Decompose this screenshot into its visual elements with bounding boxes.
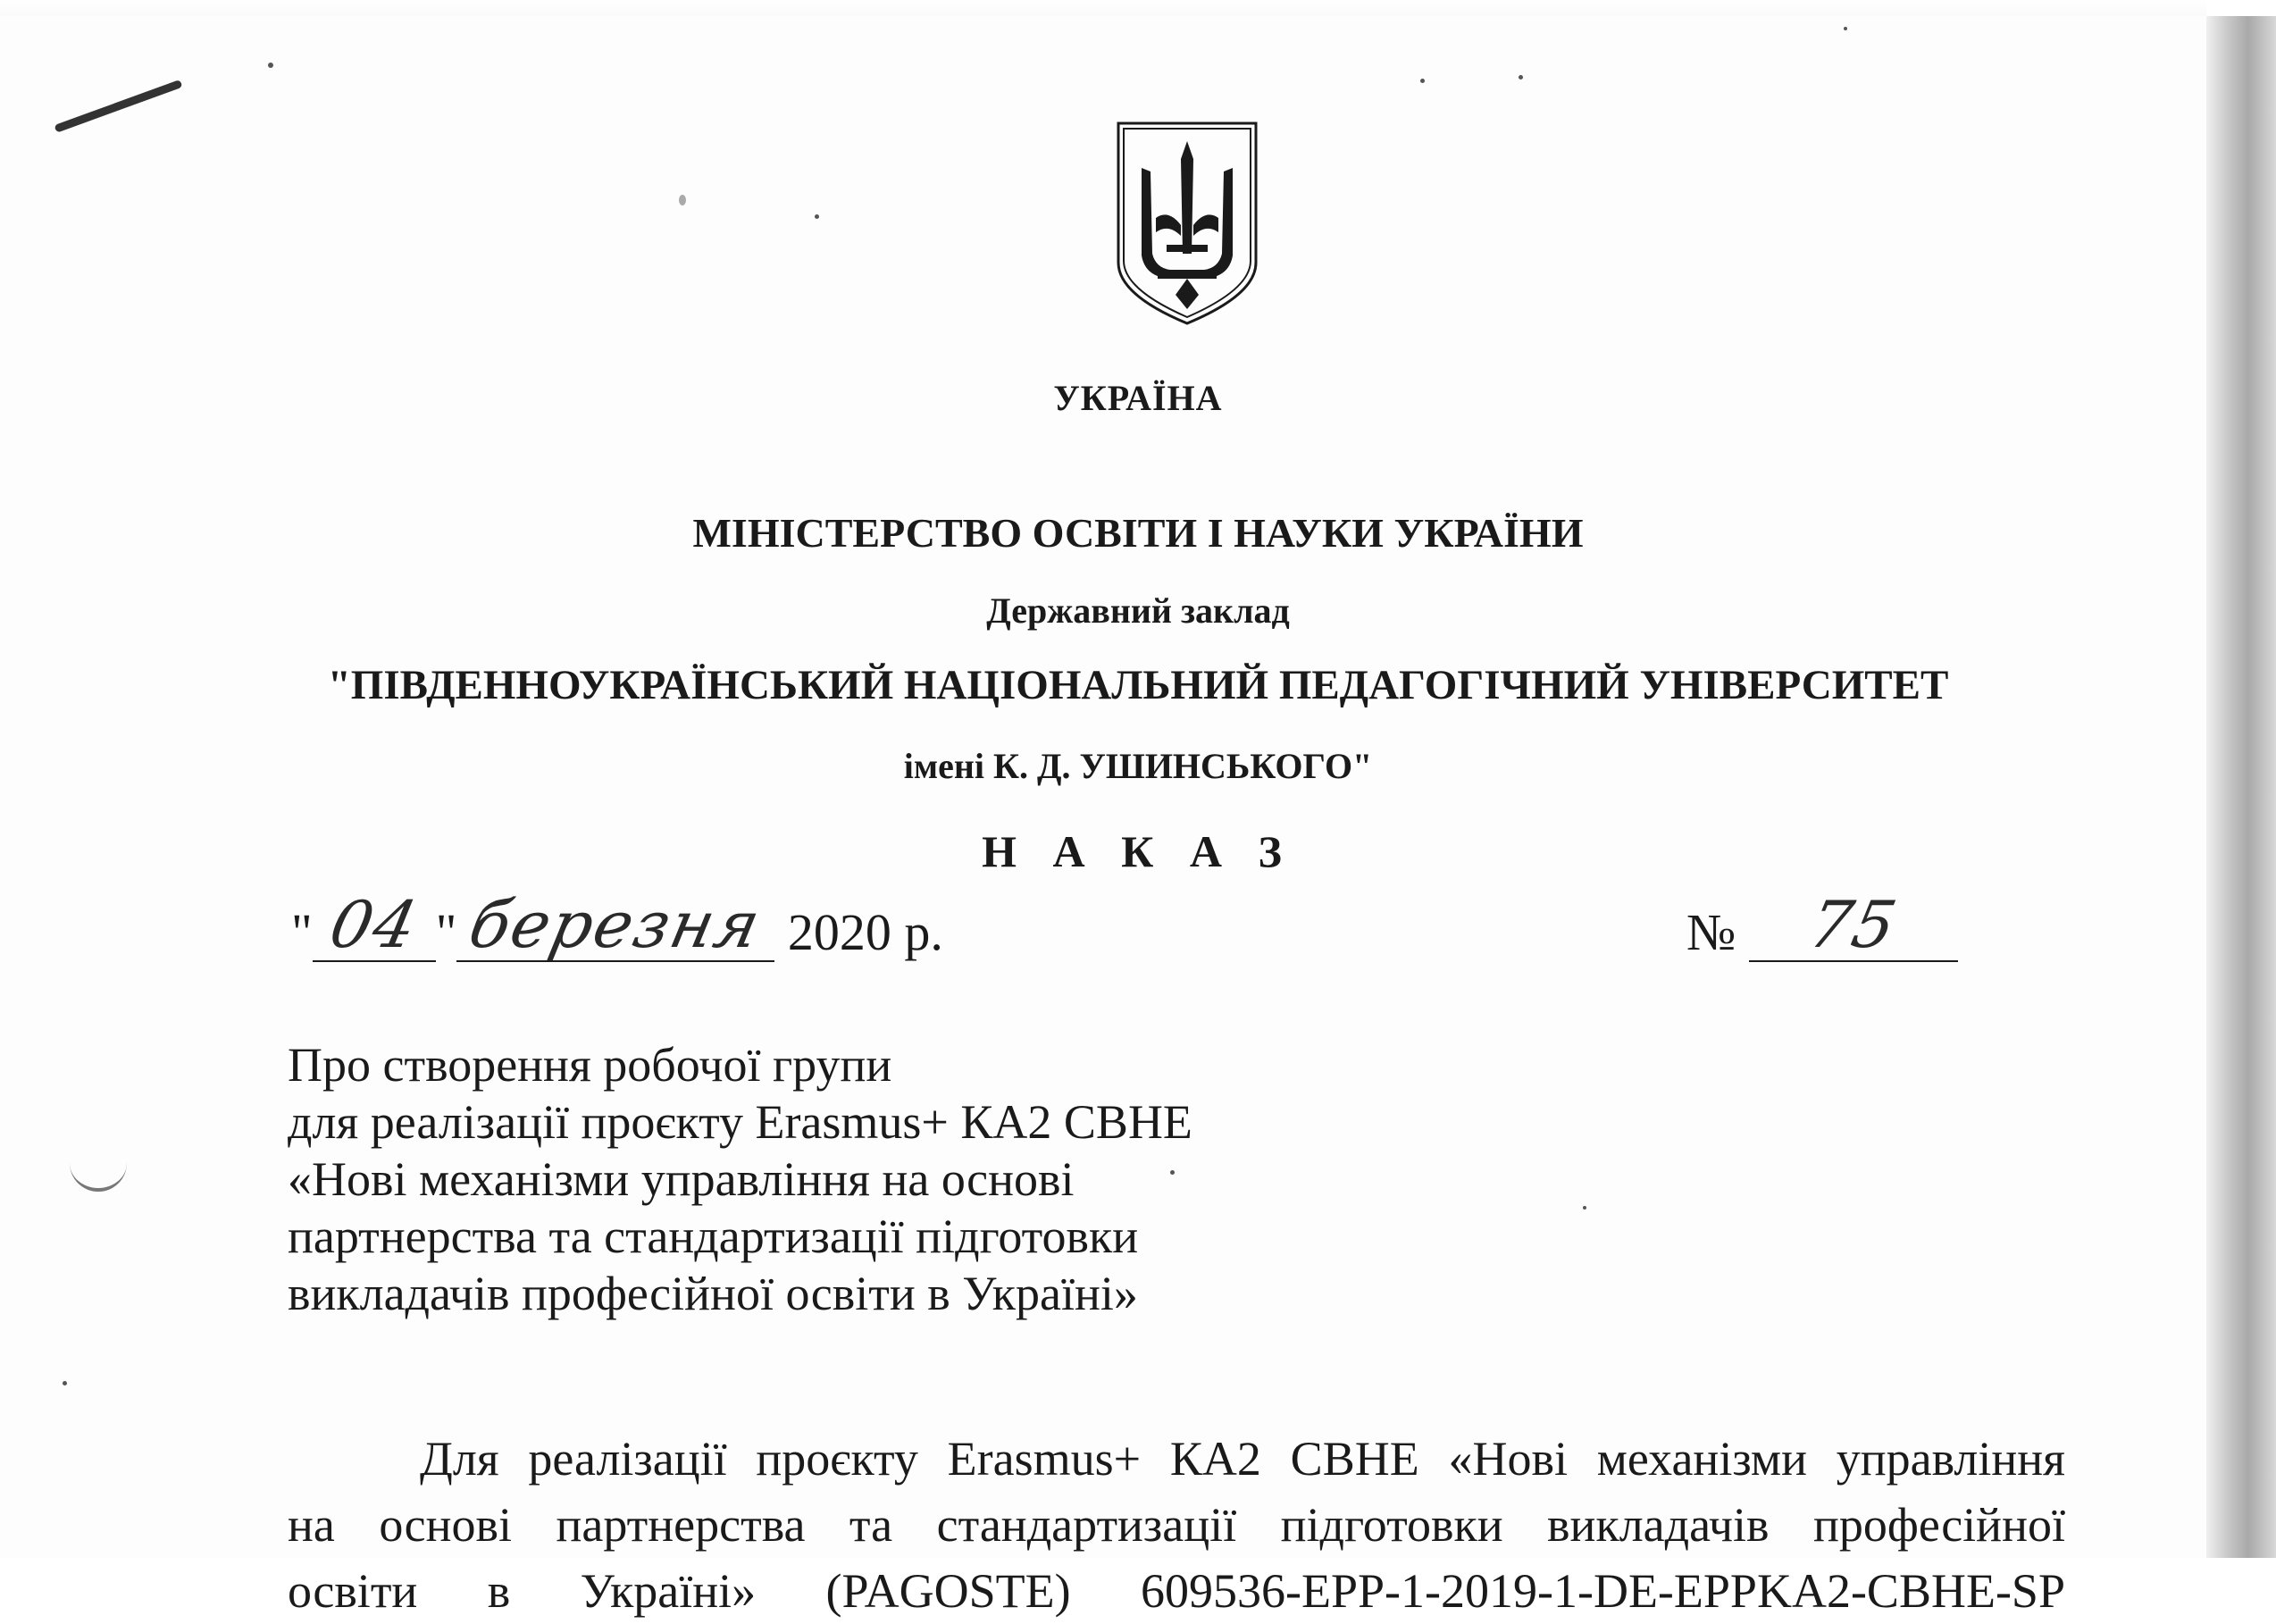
punch-hole-mark xyxy=(70,1152,127,1192)
scan-speck xyxy=(1583,1206,1586,1210)
scan-speck xyxy=(268,63,273,68)
university-name: імені К. Д. УШИНСЬКОГО" xyxy=(903,746,1373,786)
scan-speck xyxy=(679,195,686,205)
scan-speck xyxy=(815,214,819,219)
date-year: 2020 р. xyxy=(787,903,943,961)
subject-line: Про створення робочої групи xyxy=(288,1038,892,1092)
scan-speck xyxy=(1844,27,1847,30)
date-open-quote: " xyxy=(291,903,313,961)
body-line: Для реалізації проєкту Erasmus+ КА2 CBHE «Нові механізми управління xyxy=(420,1432,2065,1486)
trident-coat-of-arms-icon xyxy=(1115,120,1259,327)
body-line: на основі партнерства та стандартизації підготовки викладачів професійної xyxy=(288,1498,2065,1552)
scanner-shadow-edge xyxy=(2206,16,2276,1558)
ministry-heading: МІНІСТЕРСТВО ОСВІТИ І НАУКИ УКРАЇНИ xyxy=(692,510,1584,556)
order-number xyxy=(1686,887,1958,962)
order-number-label: № xyxy=(1686,903,1736,961)
country-heading: УКРАЇНА xyxy=(1053,378,1223,418)
date-month-handwritten: березня xyxy=(463,887,769,962)
date-month-blank xyxy=(456,887,774,962)
date-day-handwritten: 04 xyxy=(322,887,425,962)
subject-line: для реалізації проєкту Erasmus+ КА2 CBHE xyxy=(288,1095,1192,1149)
scan-speck xyxy=(1420,79,1425,83)
pen-mark xyxy=(54,80,182,133)
institution-type: Державний заклад xyxy=(986,590,1290,631)
scan-top-edge xyxy=(0,0,2206,16)
order-subject xyxy=(288,1036,1192,1322)
scan-speck xyxy=(1519,75,1523,80)
university-heading: "ПІВДЕННОУКРАЇНСЬКИЙ НАЦІОНАЛЬНИЙ ПЕДАГОГІЧНИЙ УНІВЕРСИТЕТ xyxy=(327,662,1949,708)
subject-line: викладачів професійної освіти в Україні» xyxy=(288,1267,1138,1320)
date-day-blank xyxy=(313,887,436,962)
order-body-paragraph xyxy=(288,1426,2065,1624)
subject-line: партнерства та стандартизації підготовки xyxy=(288,1210,1139,1263)
scan-speck xyxy=(63,1381,67,1385)
order-number-blank xyxy=(1749,887,1958,962)
document-type-title: Н А К А З xyxy=(982,826,1294,876)
subject-line: «Нові механізми управління на основі xyxy=(288,1152,1075,1206)
date-close-quote: " xyxy=(435,903,457,961)
body-line: освіти в Україні» (PAGOSTE) 609536-EPP-1-2019-1-DE-EPPKA2-CBHE-SP xyxy=(288,1564,2065,1618)
order-date xyxy=(291,887,943,962)
order-number-handwritten: 75 xyxy=(1803,887,1904,962)
